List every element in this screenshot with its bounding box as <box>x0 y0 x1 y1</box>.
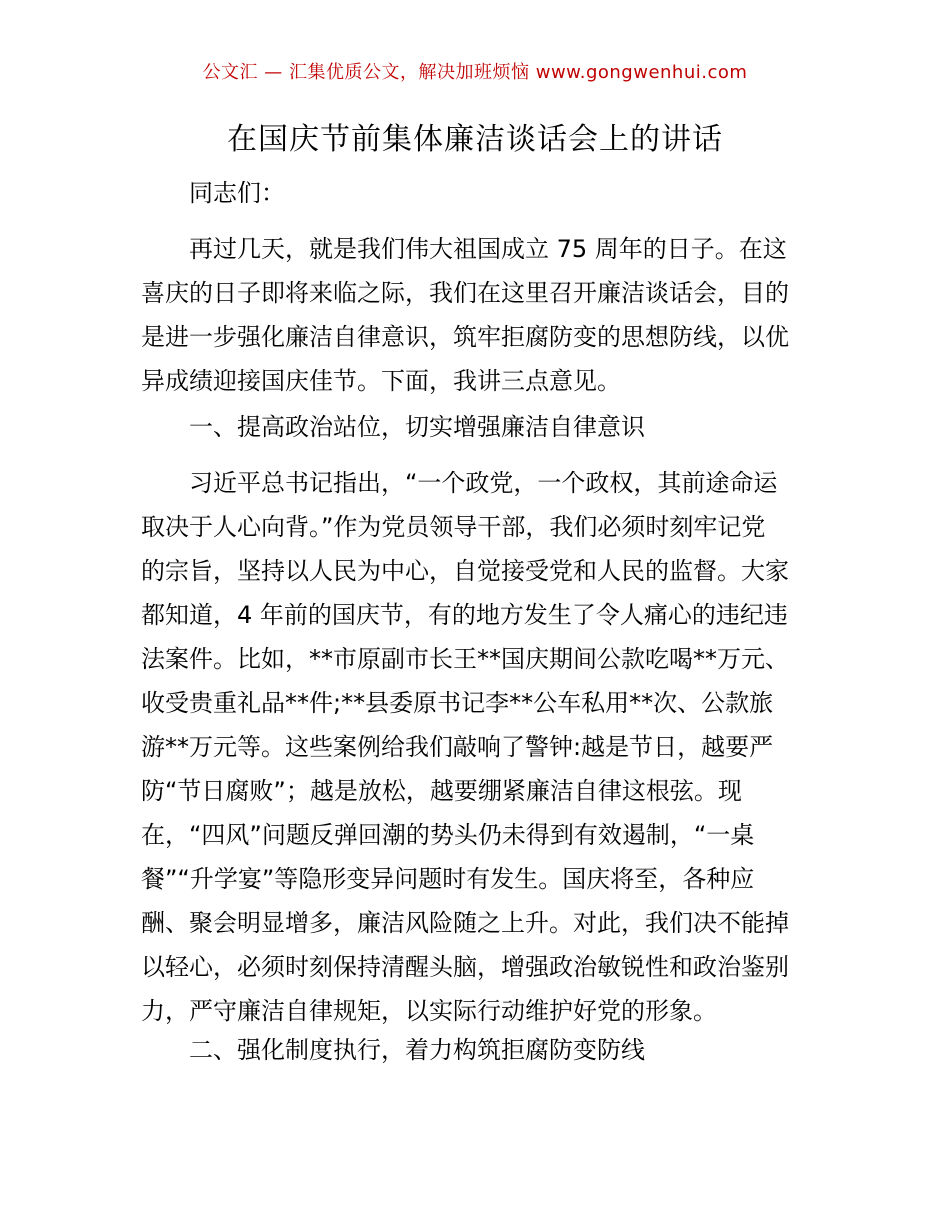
paragraph-line: 收受贵重礼品**件;**县委原书记李**公车私用**次、公款旅 <box>141 689 774 717</box>
section-heading-2 <box>189 1028 813 1072</box>
paragraph-line: 是进一步强化廉洁自律意识，筑牢拒腐防变的思想防线，以优 <box>141 323 789 351</box>
paragraph-line: 都知道，4 年前的国庆节，有的地方发生了令人痛心的违纪违 <box>141 601 788 629</box>
header-banner: 公文汇 — 汇集优质公文，解决加班烦恼 www.gongwenhui.com <box>202 62 748 83</box>
paragraph-line: 的宗旨，坚持以人民为中心，自觉接受党和人民的监督。大家 <box>141 557 789 585</box>
paragraph-line: 异成绩迎接国庆佳节。下面，我讲三点意见。 <box>141 367 621 395</box>
paragraph-line: 喜庆的日子即将来临之际，我们在这里召开廉洁谈话会，目的 <box>141 279 789 307</box>
paragraph-intro <box>141 227 813 403</box>
paragraph-line: 习近平总书记指出，“一个政党，一个政权，其前途命运 <box>189 469 778 497</box>
paragraph-line: 法案件。比如，**市原副市长王**国庆期间公款吃喝**万元、 <box>141 645 789 673</box>
paragraph-section-1 <box>141 461 813 1033</box>
paragraph-line: 防“节日腐败”；越是放松，越要绷紧廉洁自律这根弦。现 <box>141 777 742 805</box>
document-title: 在国庆节前集体廉洁谈话会上的讲话 <box>227 122 723 157</box>
heading-line: 二、强化制度执行，着力构筑拒腐防变防线 <box>189 1036 645 1064</box>
paragraph-line: 取决于人心向背。”作为党员领导干部，我们必须时刻牢记党 <box>141 513 766 541</box>
paragraph-line: 力，严守廉洁自律规矩，以实际行动维护好党的形象。 <box>141 997 717 1025</box>
paragraph-line: 酬、聚会明显增多，廉洁风险随之上升。对此，我们决不能掉 <box>141 909 789 937</box>
paragraph-line: 餐”“升学宴”等隐形变异问题时有发生。国庆将至，各种应 <box>141 865 755 893</box>
section-heading-1 <box>189 405 813 449</box>
salutation-line: 同志们： <box>189 179 285 207</box>
paragraph-line: 在，“四风”问题反弹回潮的势头仍未得到有效遏制，“一桌 <box>141 821 755 849</box>
paragraph-line: 游**万元等。这些案例给我们敲响了警钟:越是节日，越要严 <box>141 733 774 761</box>
paragraph-line: 以轻心，必须时刻保持清醒头脑，增强政治敏锐性和政治鉴别 <box>141 953 789 981</box>
paragraph-line: 再过几天，就是我们伟大祖国成立 75 周年的日子。在这 <box>189 235 787 263</box>
salutation <box>189 171 813 215</box>
heading-line: 一、提高政治站位，切实增强廉洁自律意识 <box>189 413 645 441</box>
